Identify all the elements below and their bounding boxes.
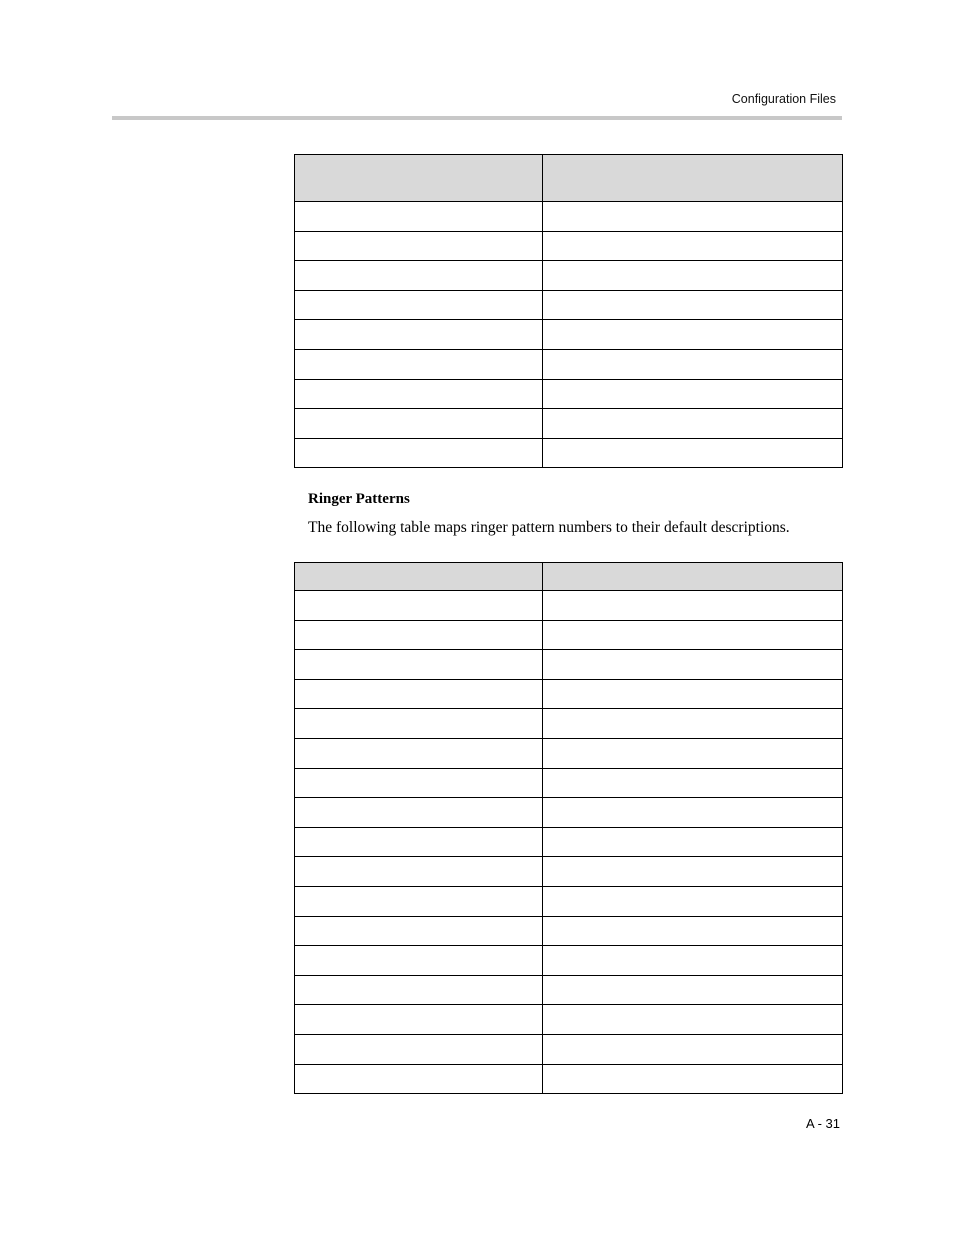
- table-cell: [295, 261, 543, 291]
- table-row: [295, 379, 843, 409]
- ringer-pattern-table: [294, 562, 843, 1094]
- page-number: A - 31: [806, 1116, 840, 1131]
- table-row: [295, 438, 843, 468]
- table-cell: [295, 1064, 543, 1094]
- table-row: [295, 320, 843, 350]
- table-cell: [295, 202, 543, 232]
- table-cell: [543, 916, 843, 946]
- table-row: [295, 409, 843, 439]
- running-header-title: Configuration Files: [731, 92, 836, 106]
- table-cell: [543, 1005, 843, 1035]
- table-header-cell: [295, 563, 543, 591]
- table-cell: [543, 886, 843, 916]
- table-cell: [295, 709, 543, 739]
- table-cell: [295, 975, 543, 1005]
- table-row: [295, 591, 843, 621]
- table-cell: [295, 738, 543, 768]
- table-cell: [295, 857, 543, 887]
- table-cell: [543, 798, 843, 828]
- table-row: [295, 738, 843, 768]
- table-cell: [543, 857, 843, 887]
- table-cell: [543, 620, 843, 650]
- table-cell: [543, 650, 843, 680]
- table-row: [295, 349, 843, 379]
- table-cell: [543, 409, 843, 439]
- parameter-table: [294, 154, 843, 468]
- table-cell: [543, 827, 843, 857]
- table-cell: [295, 679, 543, 709]
- table-cell: [543, 290, 843, 320]
- table-cell: [295, 827, 543, 857]
- section-heading: Ringer Patterns: [308, 491, 410, 507]
- table-cell: [295, 438, 543, 468]
- table-row: [295, 946, 843, 976]
- table-row: [295, 798, 843, 828]
- table-row: [295, 202, 843, 232]
- table-cell: [543, 202, 843, 232]
- table-cell: [543, 975, 843, 1005]
- table-cell: [543, 349, 843, 379]
- table-cell: [543, 768, 843, 798]
- table-cell: [543, 1064, 843, 1094]
- table-row: [295, 916, 843, 946]
- table-row: [295, 1034, 843, 1064]
- table-cell: [295, 916, 543, 946]
- table-cell: [295, 946, 543, 976]
- table-cell: [295, 620, 543, 650]
- table-header-row: [295, 563, 843, 591]
- table-cell: [543, 591, 843, 621]
- table-cell: [295, 320, 543, 350]
- table-cell: [295, 650, 543, 680]
- header-rule: [112, 116, 842, 120]
- table-cell: [295, 290, 543, 320]
- table-cell: [295, 768, 543, 798]
- table-cell: [543, 438, 843, 468]
- table-cell: [543, 231, 843, 261]
- table-row: [295, 679, 843, 709]
- table-row: [295, 768, 843, 798]
- table-cell: [543, 738, 843, 768]
- table-row: [295, 827, 843, 857]
- table-row: [295, 650, 843, 680]
- table-row: [295, 886, 843, 916]
- table-header-row: [295, 155, 843, 202]
- table-cell: [543, 946, 843, 976]
- table-cell: [295, 409, 543, 439]
- table-row: [295, 261, 843, 291]
- table-row: [295, 290, 843, 320]
- table-row: [295, 709, 843, 739]
- table-row: [295, 1005, 843, 1035]
- table-row: [295, 1064, 843, 1094]
- table-cell: [295, 591, 543, 621]
- table-cell: [543, 679, 843, 709]
- table-cell: [295, 798, 543, 828]
- table-cell: [543, 379, 843, 409]
- table-header-cell: [543, 563, 843, 591]
- table-row: [295, 975, 843, 1005]
- table-cell: [295, 886, 543, 916]
- table-cell: [295, 349, 543, 379]
- table-row: [295, 231, 843, 261]
- table-cell: [543, 261, 843, 291]
- table-row: [295, 857, 843, 887]
- table-cell: [295, 1034, 543, 1064]
- table-header-cell: [295, 155, 543, 202]
- table-cell: [543, 709, 843, 739]
- table-row: [295, 620, 843, 650]
- section-intro-text: The following table maps ringer pattern numbers to their default descriptions.: [308, 519, 790, 536]
- table-cell: [295, 231, 543, 261]
- table-cell: [295, 379, 543, 409]
- table-cell: [543, 320, 843, 350]
- table-header-cell: [543, 155, 843, 202]
- table-cell: [295, 1005, 543, 1035]
- table-cell: [543, 1034, 843, 1064]
